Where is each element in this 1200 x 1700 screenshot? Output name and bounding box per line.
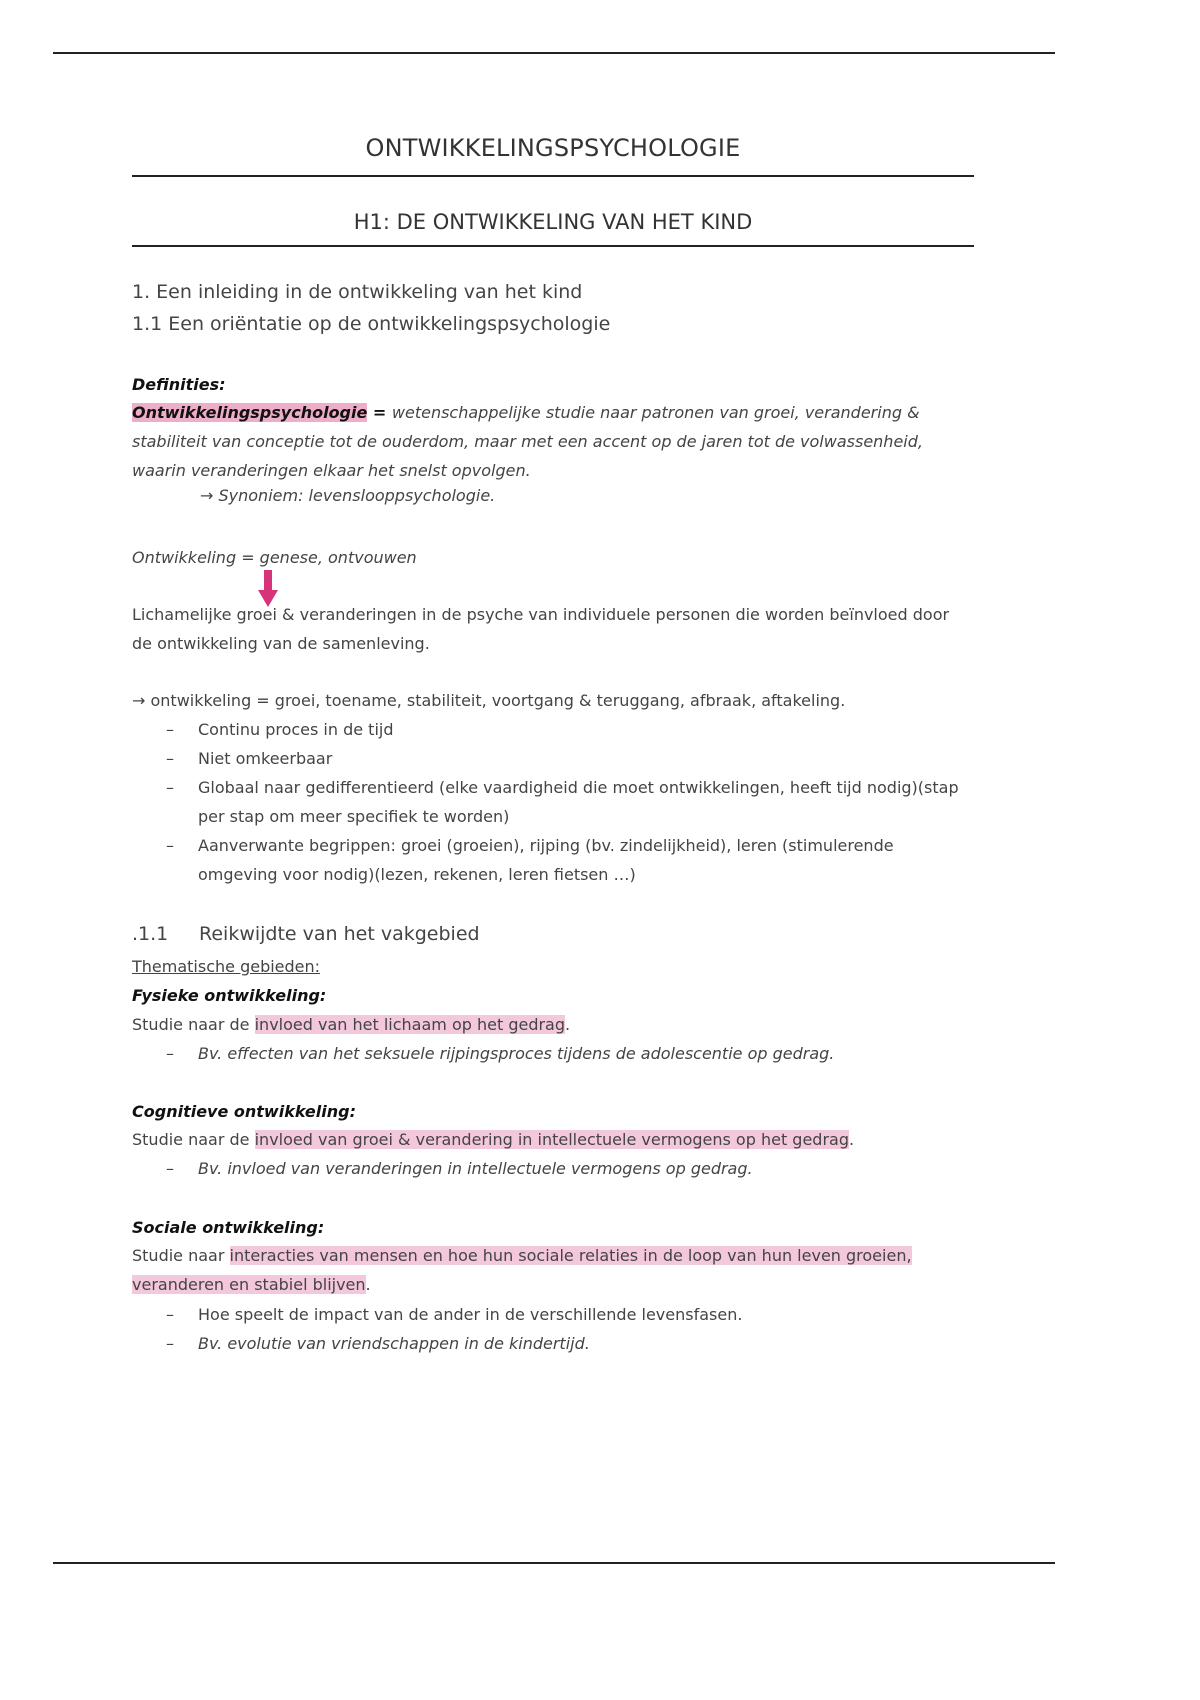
list-item [132, 1154, 974, 1183]
physical-examples [132, 1039, 974, 1068]
definition-text-line2: stabiliteit van conceptie tot de ouderdom, maar met een accent op de jaren tot de volwassenheid, [132, 432, 923, 451]
cognitive-suffix: . [849, 1130, 855, 1149]
dash-bullet: – [166, 749, 174, 768]
social-description [132, 1241, 974, 1299]
list-item [132, 715, 974, 744]
page-top-rule [53, 52, 1055, 54]
characteristics-list [132, 715, 974, 889]
definition-paragraph [132, 398, 974, 485]
social-heading: Sociale ontwikkeling: [132, 1218, 325, 1237]
cognitive-description [132, 1125, 974, 1154]
list-item [132, 744, 974, 773]
social-suffix: . [365, 1275, 371, 1294]
physical-prefix: Studie naar de [132, 1015, 255, 1034]
list-item [132, 1039, 974, 1068]
list-item [132, 831, 974, 889]
dash-bullet: – [166, 1305, 174, 1324]
list-item-text: Niet omkeerbaar [198, 749, 333, 768]
dash-bullet: – [166, 778, 174, 797]
dash-bullet: – [166, 1159, 174, 1178]
subsection-heading-scope [132, 923, 480, 945]
physical-heading: Fysieke ontwikkeling: [132, 986, 327, 1005]
section-heading: 1. Een inleiding in de ontwikkeling van het kind [132, 281, 583, 303]
list-item [132, 1300, 974, 1329]
cognitive-highlight: invloed van groei & verandering in intellectuele vermogens op het gedrag [254, 1130, 849, 1149]
subsection-heading: 1.1 Een oriëntatie op de ontwikkelingspsychologie [132, 313, 611, 335]
physical-description [132, 1010, 974, 1039]
social-highlight-2: veranderen en stabiel blijven [132, 1275, 366, 1294]
physical-suffix: . [565, 1015, 571, 1034]
definition-equals: = [367, 403, 392, 422]
synonym-note: → Synoniem: levenslooppsychologie. [200, 486, 496, 505]
dash-bullet: – [166, 1334, 174, 1353]
list-item [132, 1329, 974, 1358]
social-examples [132, 1300, 974, 1358]
dash-bullet: – [166, 720, 174, 739]
title-underline [132, 175, 974, 177]
thematic-label: Thematische gebieden: [132, 957, 321, 976]
list-item-text: Bv. effecten van het seksuele rijpingsproces tijdens de adolescentie op gedrag. [198, 1044, 835, 1063]
definition-text-line3: waarin veranderingen elkaar het snelst opvolgen. [132, 461, 531, 480]
definition-term: Ontwikkelingspsychologie [132, 403, 368, 422]
summary-line: → ontwikkeling = groei, toename, stabiliteit, voortgang & teruggang, afbraak, aftakeling. [132, 691, 846, 710]
cognitive-examples [132, 1154, 974, 1183]
list-item [132, 773, 974, 831]
ontwikkeling-definition: Ontwikkeling = genese, ontvouwen [132, 548, 417, 567]
list-item-text: Bv. invloed van veranderingen in intellectuele vermogens op gedrag. [198, 1159, 753, 1178]
dash-bullet: – [166, 836, 174, 855]
social-highlight-1: interacties van mensen en hoe hun sociale relaties in de loop van hun leven groeien, [229, 1246, 912, 1265]
list-item-text: Continu proces in de tijd [198, 720, 394, 739]
document-title: ONTWIKKELINGSPSYCHOLOGIE [365, 134, 741, 162]
subsection-title: Reikwijdte van het vakgebied [199, 923, 480, 945]
definitions-label: Definities: [132, 375, 226, 394]
list-item-text: Hoe speelt de impact van de ander in de verschillende levensfasen. [198, 1305, 743, 1324]
chapter-underline [132, 245, 974, 247]
list-item-text: Globaal naar gedifferentieerd (elke vaardigheid die moet ontwikkelingen, heeft tijd nodig)(stap per stap om meer specifiek te worden) [198, 778, 959, 826]
dash-bullet: – [166, 1044, 174, 1063]
explanation-paragraph: Lichamelijke groei & veranderingen in de psyche van individuele personen die worden beïnvloed door de ontwikkeling van de samenleving. [132, 605, 950, 653]
list-item-text: Aanverwante begrippen: groei (groeien), rijping (bv. zindelijkheid), leren (stimulerende omgeving voor nodig)(lezen, rekenen, leren fietsen …) [198, 836, 894, 884]
chapter-heading: H1: DE ONTWIKKELING VAN HET KIND [353, 210, 753, 234]
subsection-number: .1.1 [132, 923, 169, 945]
definition-text-line1: wetenschappelijke studie naar patronen van groei, verandering & [391, 403, 920, 422]
list-item-text: Bv. evolutie van vriendschappen in de kindertijd. [198, 1334, 590, 1353]
cognitive-prefix: Studie naar de [132, 1130, 255, 1149]
page-bottom-rule [53, 1562, 1055, 1564]
social-prefix: Studie naar [132, 1246, 230, 1265]
cognitive-heading: Cognitieve ontwikkeling: [132, 1102, 356, 1121]
physical-highlight: invloed van het lichaam op het gedrag [254, 1015, 566, 1034]
